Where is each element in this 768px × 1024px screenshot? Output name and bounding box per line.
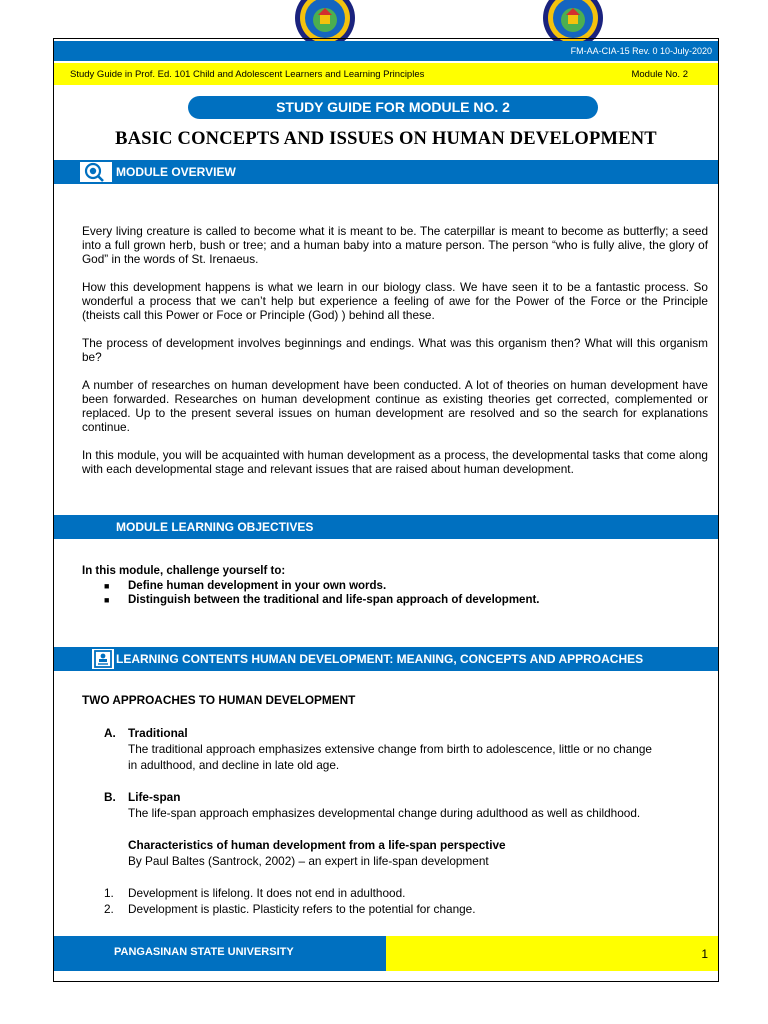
module-overview-header [54,160,718,184]
overview-paragraph: The process of development involves beginnings and endings. What was this organism then? What will this organism be? [82,336,708,364]
page-title: BASIC CONCEPTS AND ISSUES ON HUMAN DEVELOPMENT [115,129,657,149]
bullet: ■ [104,595,110,605]
study-guide-title: STUDY GUIDE FOR MODULE NO. 2 [188,96,598,119]
objectives-intro: In this module, challenge yourself to: [82,565,286,577]
section-heading: MODULE LEARNING OBJECTIVES [116,520,314,534]
bullet: ■ [104,581,110,591]
learning-contents-header [54,647,718,671]
overview-paragraph: In this module, you will be acquainted with human development as a process, the developmental tasks that come along with each developmental stage and relevant issues that are raised about human development. [82,448,708,476]
characteristics-attribution: By Paul Baltes (Santrock, 2002) – an expert in life-span development [128,854,489,868]
document-icon [92,649,114,669]
page-number: 1 [701,947,708,961]
objectives-list [104,579,540,607]
overview-paragraph: A number of researches on human development have been conducted. A lot of theories on human development have been forwarded. Researches on human development continue as existing theories get corrected, complemented or replaced. Up to the present several issues on human development are resolved and so the search for explanations continue. [82,378,708,434]
document-page [53,38,719,982]
approach-text: The traditional approach emphasizes extensive change from birth to adolescence, little or no change [128,742,652,756]
footer-page-bar [386,936,718,971]
university-name: PANGASINAN STATE UNIVERSITY [114,946,294,958]
overview-paragraph: How this development happens is what we learn in our biology class. We have seen it to be a fantastic process. So wonderful a process that we can’t help but experience a feeling of awe for the Power of the Force or the Principle (theists call this Power or Foce or Principle (God) ) behind all these. [82,280,708,322]
list-item: ■ Define human development in your own words. [104,580,387,592]
list-marker: B. [104,790,116,804]
magnifier-icon [80,162,112,182]
overview-paragraph: Every living creature is called to become what it is meant to be. The caterpillar is meant to become as butterfly; a seed into a full grown herb, bush or tree; and a human baby into a mature person. The person “who is fully alive, the glory of God” in the words of St. Irenaeus. [82,224,708,266]
approaches-heading: TWO APPROACHES TO HUMAN DEVELOPMENT [82,693,356,707]
module-number: Module No. 2 [631,69,688,80]
learning-objectives-header [54,515,718,539]
section-heading: LEARNING CONTENTS HUMAN DEVELOPMENT: MEANING, CONCEPTS AND APPROACHES [116,652,644,666]
list-item: Development is plastic. Plasticity refers to the potential for change. [128,902,476,916]
top-bar [54,41,718,61]
section-heading: MODULE OVERVIEW [116,165,236,179]
form-code: FM-AA-CIA-15 Rev. 0 10-July-2020 [570,46,712,56]
approach-text: in adulthood, and decline in late old age. [128,758,340,772]
list-item: Development is lifelong. It does not end in adulthood. [128,886,406,900]
course-bar [54,63,718,85]
characteristics-title: Characteristics of human development from a life-span perspective [128,838,506,852]
list-marker: A. [104,726,116,740]
approach-title: Traditional [128,726,188,740]
approach-text: The life-span approach emphasizes developmental change during adulthood as well as childhood. [128,806,641,820]
list-marker: 2. [104,902,114,916]
list-item: ■ Distinguish between the traditional and life-span approach of development. [104,594,540,606]
footer-university-bar [54,936,386,971]
list-marker: 1. [104,886,114,900]
approach-title: Life-span [128,790,181,804]
course-title: Study Guide in Prof. Ed. 101 Child and Adolescent Learners and Learning Principles [70,69,425,80]
